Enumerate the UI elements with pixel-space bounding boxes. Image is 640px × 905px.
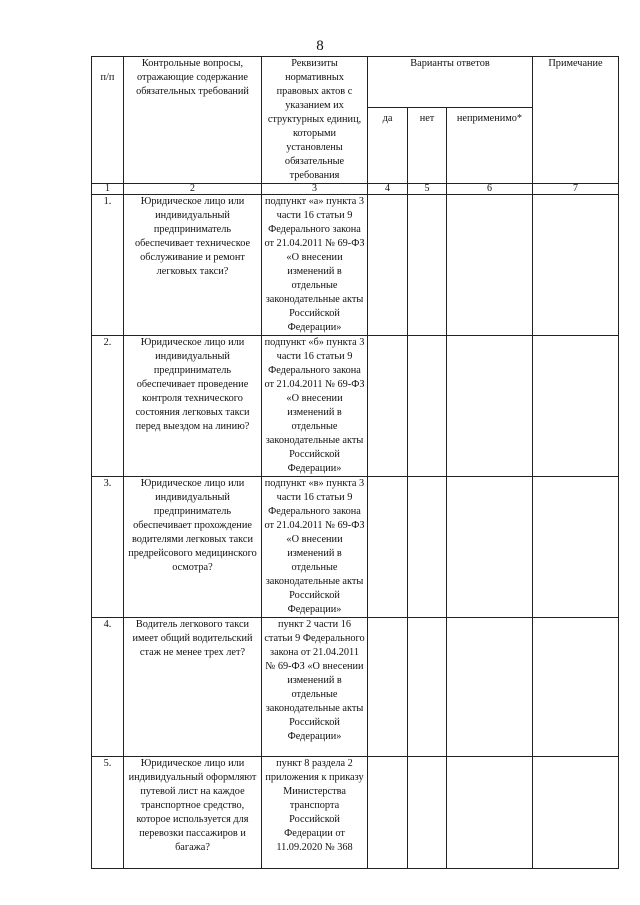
row-question: Юридическое лицо или индивидуальный предприниматель обеспечивает техническое обслуживание и ремонт легковых такси? bbox=[124, 195, 262, 336]
row-number: 4. bbox=[92, 618, 124, 757]
row-requisites: подпункт «в» пункта 3 части 16 статьи 9 Федерального закона от 21.04.2011 № 69-ФЗ «О внесении изменений в отдельные законодательные акты Российской Федерации» bbox=[262, 477, 368, 618]
header-answers: Варианты ответов bbox=[368, 57, 533, 108]
note-cell[interactable] bbox=[533, 757, 619, 869]
table-row bbox=[92, 757, 619, 869]
note-cell[interactable] bbox=[533, 618, 619, 757]
page-number: 8 bbox=[316, 38, 324, 54]
answer-na-cell[interactable] bbox=[447, 477, 533, 618]
column-number: 1 bbox=[92, 184, 124, 195]
column-number: 3 bbox=[262, 184, 368, 195]
row-requisites: подпункт «б» пункта 3 части 16 статьи 9 Федерального закона от 21.04.2011 № 69-ФЗ «О внесении изменений в отдельные законодательные акты Российской Федерации» bbox=[262, 336, 368, 477]
header-answer-na: неприменимо* bbox=[447, 108, 533, 184]
row-question: Юридическое лицо или индивидуальный предприниматель обеспечивает прохождение водителями легковых такси предрейсового медицинского осмотра? bbox=[124, 477, 262, 618]
answer-no-cell[interactable] bbox=[408, 195, 447, 336]
answer-no-cell[interactable] bbox=[408, 336, 447, 477]
column-number: 2 bbox=[124, 184, 262, 195]
row-number: 5. bbox=[92, 757, 124, 869]
row-requisites: подпункт «а» пункта 3 части 16 статьи 9 Федерального закона от 21.04.2011 № 69-ФЗ «О внесении изменений в отдельные законодательные акты Российской Федерации» bbox=[262, 195, 368, 336]
answer-na-cell[interactable] bbox=[447, 195, 533, 336]
answer-yes-cell[interactable] bbox=[368, 195, 408, 336]
answer-no-cell[interactable] bbox=[408, 477, 447, 618]
table-row bbox=[92, 195, 619, 336]
answer-yes-cell[interactable] bbox=[368, 477, 408, 618]
answer-no-cell[interactable] bbox=[408, 757, 447, 869]
note-cell[interactable] bbox=[533, 477, 619, 618]
note-cell[interactable] bbox=[533, 195, 619, 336]
column-number: 4 bbox=[368, 184, 408, 195]
row-number: 2. bbox=[92, 336, 124, 477]
row-number: 3. bbox=[92, 477, 124, 618]
answer-yes-cell[interactable] bbox=[368, 336, 408, 477]
row-number: 1. bbox=[92, 195, 124, 336]
answer-yes-cell[interactable] bbox=[368, 757, 408, 869]
row-requisites: пункт 8 раздела 2 приложения к приказу Министерства транспорта Российской Федерации от 11.09.2020 № 368 bbox=[262, 757, 368, 869]
note-cell[interactable] bbox=[533, 336, 619, 477]
answer-na-cell[interactable] bbox=[447, 618, 533, 757]
column-number: 7 bbox=[533, 184, 619, 195]
row-question: Юридическое лицо или индивидуальный оформляют путевой лист на каждое транспортное средство, которое используется для перевозки пассажиров и багажа? bbox=[124, 757, 262, 869]
answer-yes-cell[interactable] bbox=[368, 618, 408, 757]
checklist-table bbox=[91, 56, 619, 869]
table-row bbox=[92, 618, 619, 757]
header-answer-no: нет bbox=[408, 108, 447, 184]
column-numbers-row bbox=[92, 184, 619, 195]
row-requisites: пункт 2 части 16 статьи 9 Федерального закона от 21.04.2011 № 69-ФЗ «О внесении изменений в отдельные законодательные акты Российской Федерации» bbox=[262, 618, 368, 757]
header-answer-yes: да bbox=[368, 108, 408, 184]
table-row bbox=[92, 477, 619, 618]
answer-na-cell[interactable] bbox=[447, 757, 533, 869]
table-row bbox=[92, 336, 619, 477]
header-question: Контрольные вопросы, отражающие содержание обязательных требований bbox=[124, 57, 262, 184]
row-question: Водитель легкового такси имеет общий водительский стаж не менее трех лет? bbox=[124, 618, 262, 757]
column-number: 5 bbox=[408, 184, 447, 195]
column-number: 6 bbox=[447, 184, 533, 195]
header-note: Примечание bbox=[533, 57, 619, 184]
header-requisites: Реквизиты нормативных правовых актов с указанием их структурных единиц, которыми установлены обязательные требования bbox=[262, 57, 368, 184]
row-question: Юридическое лицо или индивидуальный предприниматель обеспечивает проведение контроля технического состояния легковых такси перед выездом на линию? bbox=[124, 336, 262, 477]
answer-no-cell[interactable] bbox=[408, 618, 447, 757]
answer-na-cell[interactable] bbox=[447, 336, 533, 477]
header-num: п/п bbox=[92, 57, 124, 184]
